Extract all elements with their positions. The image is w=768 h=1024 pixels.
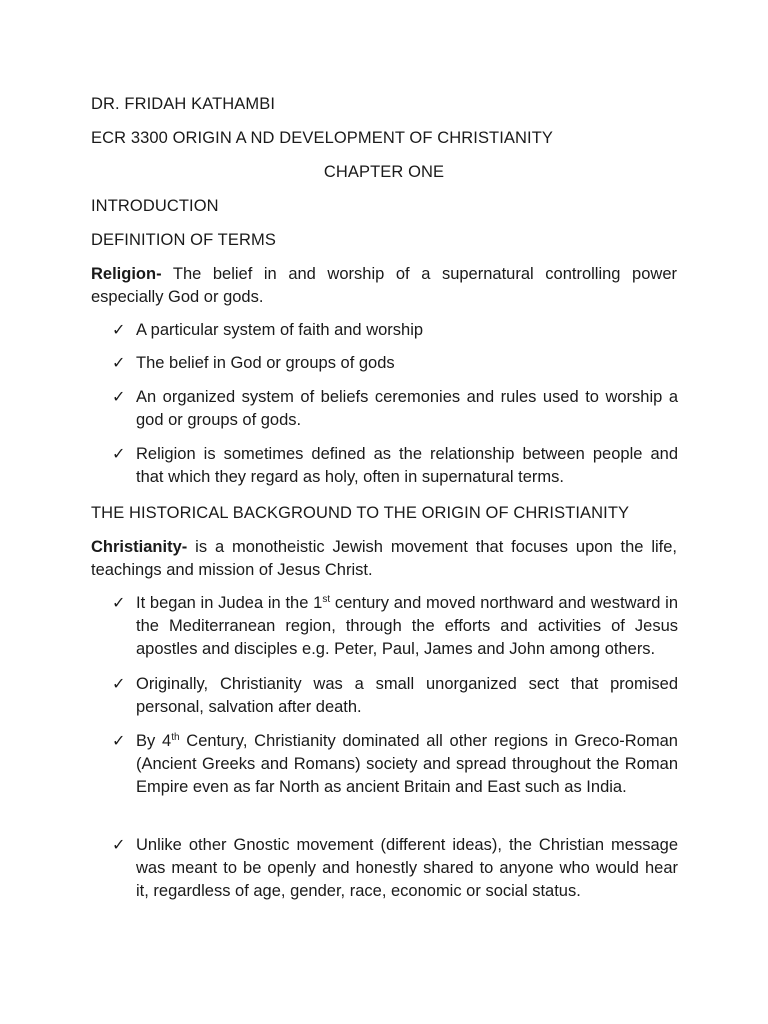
- ordinal-suffix: th: [171, 732, 180, 743]
- check-icon: ✓: [112, 837, 126, 854]
- check-icon: ✓: [112, 389, 126, 406]
- point-text: It began in Judea in the 1: [136, 594, 323, 612]
- religion-term: Religion-: [91, 265, 162, 283]
- christianity-definition-text: is a monotheistic Jewish movement that focuses upon the life, teachings and mission of Jesus Christ.: [91, 538, 677, 579]
- check-icon: ✓: [112, 322, 126, 339]
- point-text: Century, Christianity dominated all other regions in Greco-Roman (Ancient Greeks and Romans) society and spread throughout the Roman Empire even as far North as ancient Britain and East such as India.: [136, 732, 678, 796]
- religion-point: The belief in God or groups of gods: [136, 354, 395, 372]
- christianity-point: [136, 592, 678, 661]
- course-title: ECR 3300 ORIGIN A ND DEVELOPMENT OF CHRISTIANITY: [91, 129, 554, 147]
- check-icon: ✓: [112, 676, 126, 693]
- religion-point: Religion is sometimes defined as the relationship between people and that which they regard as holy, often in supernatural terms.: [136, 445, 678, 486]
- chapter-title: CHAPTER ONE: [323, 163, 445, 181]
- point-text: century and moved northward and westward in the Mediterranean region, through the efforts and activities of Jesus apostles and disciples e.g. Peter, Paul, James and John among others.: [136, 594, 679, 658]
- point-text: By 4: [136, 732, 172, 750]
- section-historical-background: THE HISTORICAL BACKGROUND TO THE ORIGIN OF CHRISTIANITY: [91, 504, 630, 522]
- christianity-point: Originally, Christianity was a small unorganized sect that promised personal, salvation after death.: [136, 675, 678, 716]
- christianity-definition: [91, 536, 677, 582]
- section-definition-of-terms: DEFINITION OF TERMS: [91, 231, 276, 249]
- check-icon: ✓: [112, 446, 126, 463]
- check-icon: ✓: [112, 595, 126, 612]
- christianity-point: [136, 730, 678, 799]
- section-introduction: INTRODUCTION: [91, 197, 219, 215]
- religion-point: An organized system of beliefs ceremonies and rules used to worship a god or groups of gods.: [136, 388, 678, 429]
- christianity-point: Unlike other Gnostic movement (different ideas), the Christian message was meant to be openly and honestly shared to anyone who would hear it, regardless of age, gender, race, economic or social status.: [136, 836, 678, 900]
- author-name: DR. FRIDAH KATHAMBI: [91, 95, 276, 113]
- check-icon: ✓: [112, 733, 126, 750]
- check-icon: ✓: [112, 355, 126, 372]
- religion-definition: [91, 263, 677, 309]
- ordinal-suffix: st: [322, 594, 331, 605]
- christianity-term: Christianity-: [91, 538, 188, 556]
- religion-definition-text: The belief in and worship of a supernatural controlling power especially God or gods.: [91, 265, 677, 306]
- religion-point: A particular system of faith and worship: [136, 321, 424, 339]
